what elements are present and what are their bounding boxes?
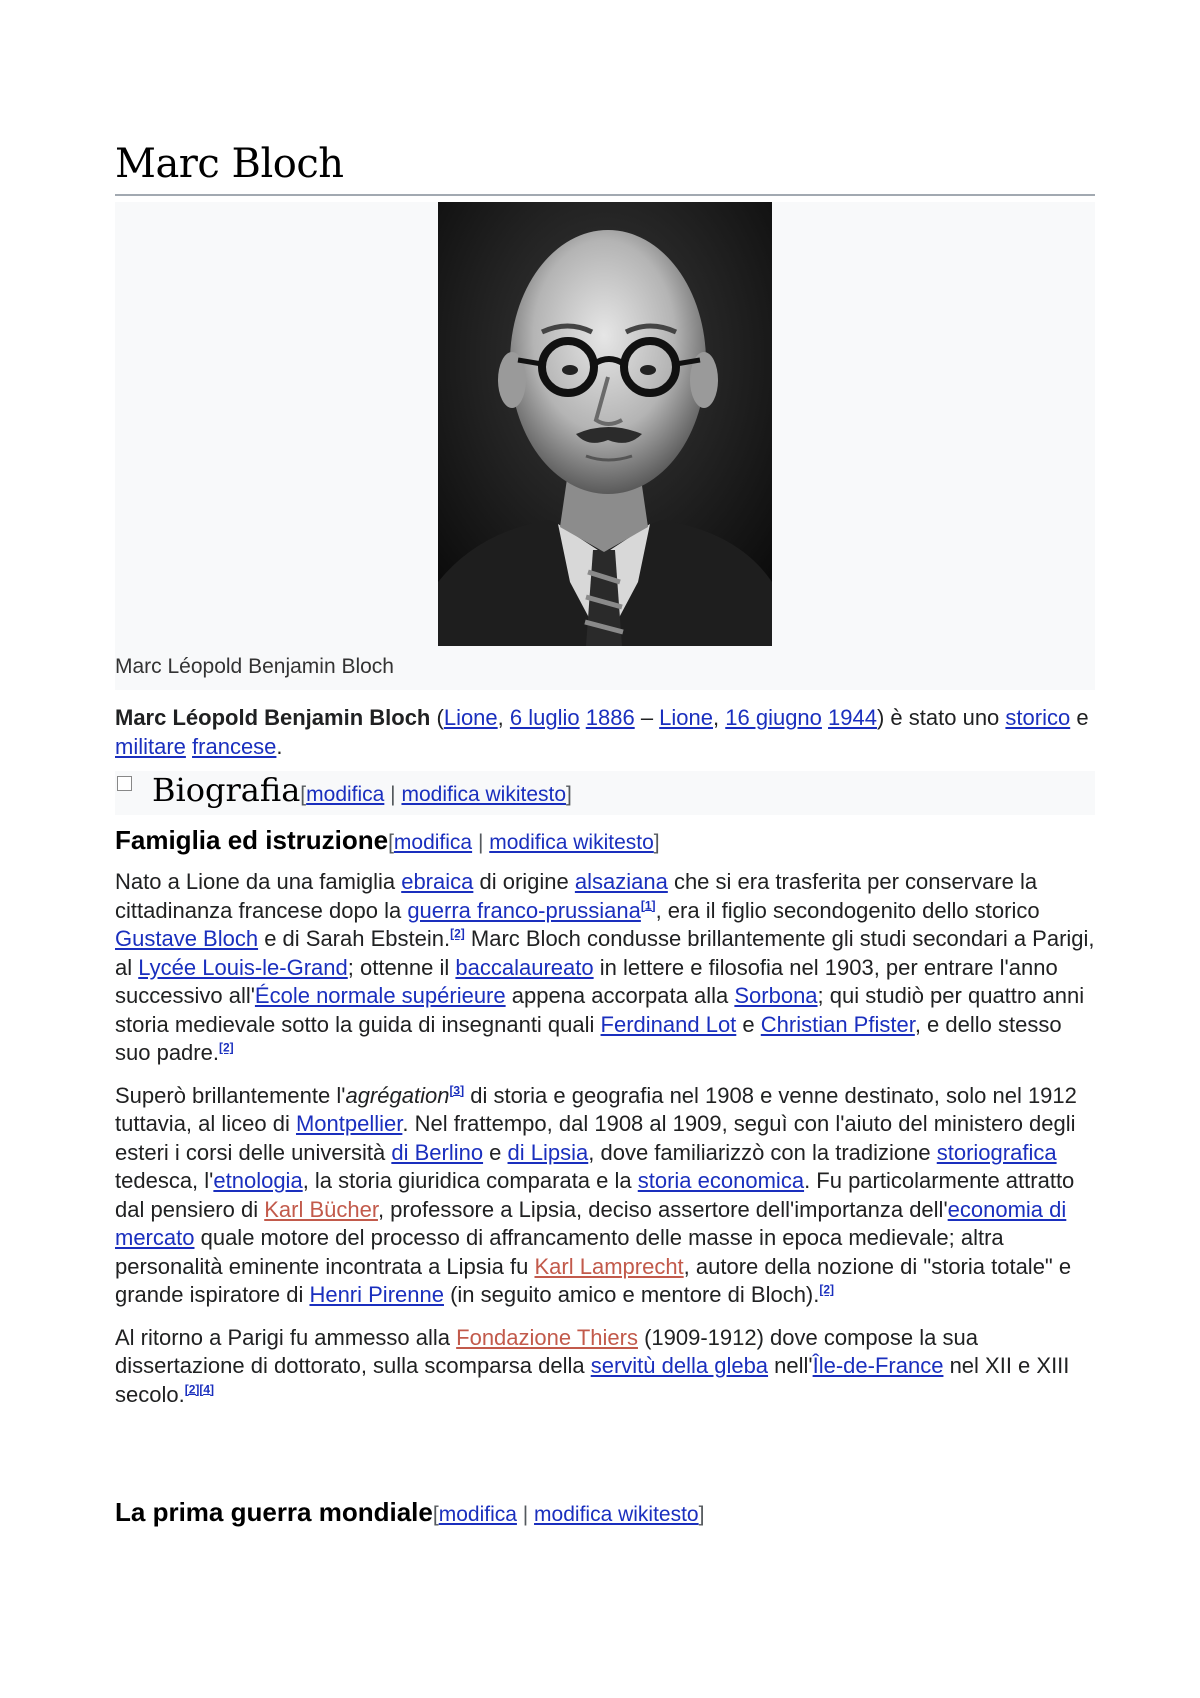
link-storico[interactable]: storico: [1005, 705, 1071, 730]
link-ebraica[interactable]: ebraica: [401, 869, 474, 894]
link-militare[interactable]: militare: [115, 733, 186, 759]
reference: [819, 1283, 834, 1297]
link-economia-di-mercato[interactable]: economia di mercato: [115, 1196, 1067, 1250]
page-title: Marc Bloch: [115, 140, 1095, 196]
reference: [449, 1083, 464, 1097]
link-ecole-normale[interactable]: École normale supérieure: [254, 983, 506, 1008]
text: quale motore del processo di affrancamento delle masse in epoca medievale; altra personalità eminente incontrata a Lipsia fu: [115, 1225, 1004, 1279]
reference-link[interactable]: [3]: [449, 1083, 465, 1098]
reference-link[interactable]: [2]: [184, 1382, 200, 1397]
reference-link[interactable]: [2]: [218, 1040, 234, 1055]
text: (1909-1912) dove compose la sua dissertazione di dottorato, sulla scomparsa della: [115, 1324, 978, 1378]
link-birth-year[interactable]: 1886: [585, 705, 635, 730]
bracket: [: [388, 831, 394, 854]
edit-link[interactable]: modifica: [438, 1503, 517, 1526]
text: (: [430, 705, 444, 730]
text: e: [483, 1139, 508, 1165]
reference-link[interactable]: [1]: [640, 898, 656, 913]
text: Al ritorno a Parigi fu ammesso alla: [115, 1324, 457, 1350]
subject-name: Marc Léopold Benjamin Bloch: [115, 705, 431, 730]
edit-links: [300, 783, 572, 807]
section-heading-biografia: [115, 771, 1095, 815]
separator: |: [516, 1503, 535, 1526]
link-servitu-della-gleba[interactable]: servitù della gleba: [590, 1353, 769, 1378]
intro-paragraph: [115, 704, 1095, 761]
link-henri-pirenne[interactable]: Henri Pirenne: [309, 1282, 444, 1307]
paragraph-2: [115, 1082, 1095, 1310]
text: , era il figlio secondogenito dello storico: [655, 897, 1040, 923]
paragraph-3: [115, 1324, 1095, 1410]
link-guerra-franco-prussiana[interactable]: guerra franco-prussiana: [407, 897, 641, 923]
edit-links: [388, 831, 660, 854]
text: e di Sarah Ebstein.: [258, 926, 451, 951]
link-montpellier[interactable]: Montpellier: [295, 1111, 403, 1136]
text: (in seguito amico e mentore di Bloch).: [443, 1282, 820, 1307]
infobox-caption: Marc Léopold Benjamin Bloch: [115, 655, 394, 678]
text: .: [276, 733, 283, 759]
link-baccalaureato[interactable]: baccalaureato: [455, 954, 594, 980]
text: ; qui studiò per quattro anni storia medievale sotto la guida di insegnanti quali: [115, 983, 1085, 1037]
section-title: Biografia: [152, 771, 301, 809]
article-content: [115, 140, 1095, 1532]
text: Nato a Lione da una famiglia: [115, 869, 402, 894]
link-fondazione-thiers[interactable]: Fondazione Thiers: [456, 1324, 638, 1350]
text: ,: [713, 705, 726, 730]
link-etnologia[interactable]: etnologia: [213, 1168, 303, 1193]
portrait-wrap: [115, 202, 1095, 646]
text: appena accorpata alla: [505, 983, 735, 1008]
reference: [450, 927, 465, 941]
text: , professore a Lipsia, deciso assertore dell'importanza dell': [377, 1196, 948, 1222]
infobox: [115, 202, 1095, 690]
text: tedesca, l': [115, 1168, 214, 1193]
text: Superò brillantemente l': [115, 1082, 346, 1108]
text: e: [1070, 705, 1089, 730]
section-heading-famiglia: [115, 823, 1095, 860]
section-title: La prima guerra mondiale: [115, 1497, 433, 1527]
link-francese[interactable]: francese: [192, 733, 277, 759]
text: , dove familiarizzò con la tradizione: [588, 1139, 937, 1165]
section-toggle-checkbox[interactable]: [117, 776, 132, 791]
link-storia-economica[interactable]: storia economica: [637, 1168, 805, 1193]
link-ferdinand-lot[interactable]: Ferdinand Lot: [600, 1011, 737, 1037]
text: che si era trasferita per conservare la cittadinanza francese dopo la: [115, 869, 1038, 923]
italic-term: agrégation: [345, 1082, 450, 1108]
edit-wikitext-link[interactable]: modifica wikitesto: [534, 1503, 699, 1526]
link-ile-de-france[interactable]: Île-de-France: [812, 1353, 944, 1378]
edit-wikitext-link[interactable]: modifica wikitesto: [401, 783, 567, 806]
link-karl-bucher[interactable]: Karl Bücher: [264, 1196, 378, 1222]
text: nell': [768, 1353, 813, 1378]
text: . Fu particolarmente attratto dal pensiero di: [115, 1168, 1075, 1222]
link-gustave-bloch[interactable]: Gustave Bloch: [115, 926, 259, 951]
edit-wikitext-link[interactable]: modifica wikitesto: [489, 831, 654, 854]
section-heading-prima-guerra: [115, 1495, 1095, 1532]
text: –: [634, 705, 660, 730]
link-death-place[interactable]: Lione: [659, 705, 714, 730]
reference-link[interactable]: [2]: [819, 1282, 835, 1297]
edit-links: [433, 1503, 705, 1526]
link-sorbona[interactable]: Sorbona: [734, 983, 818, 1008]
text: e: [736, 1011, 761, 1037]
reference: [219, 1041, 234, 1055]
reference-link[interactable]: [2]: [450, 926, 465, 941]
text: di storia e geografia nel 1908 e venne destinato, solo nel 1912 tuttavia, al liceo di: [115, 1082, 1077, 1136]
text: nel XII e XIII secolo.: [115, 1353, 1070, 1407]
link-christian-pfister[interactable]: Christian Pfister: [760, 1011, 915, 1037]
separator: |: [384, 783, 402, 806]
reference: [185, 1382, 214, 1396]
link-lipsia[interactable]: di Lipsia: [507, 1139, 589, 1165]
text: ) è stato uno: [876, 705, 1006, 730]
link-karl-lamprecht[interactable]: Karl Lamprecht: [534, 1253, 684, 1279]
section-title: Famiglia ed istruzione: [115, 825, 389, 855]
link-birth-day[interactable]: 6 luglio: [509, 705, 580, 730]
bracket: ]: [653, 831, 660, 854]
bracket: [: [432, 1503, 439, 1526]
link-berlino[interactable]: di Berlino: [391, 1139, 484, 1165]
link-storiografica[interactable]: storiografica: [936, 1139, 1057, 1165]
link-death-year[interactable]: 1944: [828, 705, 877, 730]
text: , la storia giuridica comparata e la: [302, 1168, 638, 1193]
link-death-day[interactable]: 16 giugno: [725, 705, 822, 730]
link-birth-place[interactable]: Lione: [443, 705, 498, 730]
bracket: ]: [566, 783, 572, 806]
text: in lettere e filosofia nel 1903, per entrare l'anno successivo all': [115, 954, 1058, 1008]
text: . Nel frattempo, dal 1908 al 1909, seguì con l'aiuto del ministero degli esteri i corsi delle università: [115, 1111, 1076, 1165]
text: Marc Bloch condusse brillantemente gli studi secondari a Parigi, al: [115, 926, 1095, 980]
bracket: ]: [698, 1503, 705, 1526]
portrait-image[interactable]: [438, 202, 772, 646]
reference-link[interactable]: [4]: [199, 1382, 215, 1397]
link-lycee[interactable]: Lycée Louis-le-Grand: [138, 954, 348, 980]
reference: [641, 898, 656, 912]
edit-link[interactable]: modifica: [306, 783, 385, 806]
text: , autore della nozione di "storia totale" e grande ispiratore di: [115, 1253, 1072, 1307]
text: ; ottenne il: [347, 954, 456, 980]
text: , e dello stesso suo padre.: [115, 1011, 1062, 1065]
link-alsaziana[interactable]: alsaziana: [574, 869, 668, 894]
text: di origine: [473, 869, 575, 894]
separator: |: [472, 831, 490, 854]
paragraph-1: [115, 868, 1095, 1068]
edit-link[interactable]: modifica: [393, 831, 473, 854]
text: ,: [497, 705, 510, 730]
bracket: [: [300, 783, 307, 806]
